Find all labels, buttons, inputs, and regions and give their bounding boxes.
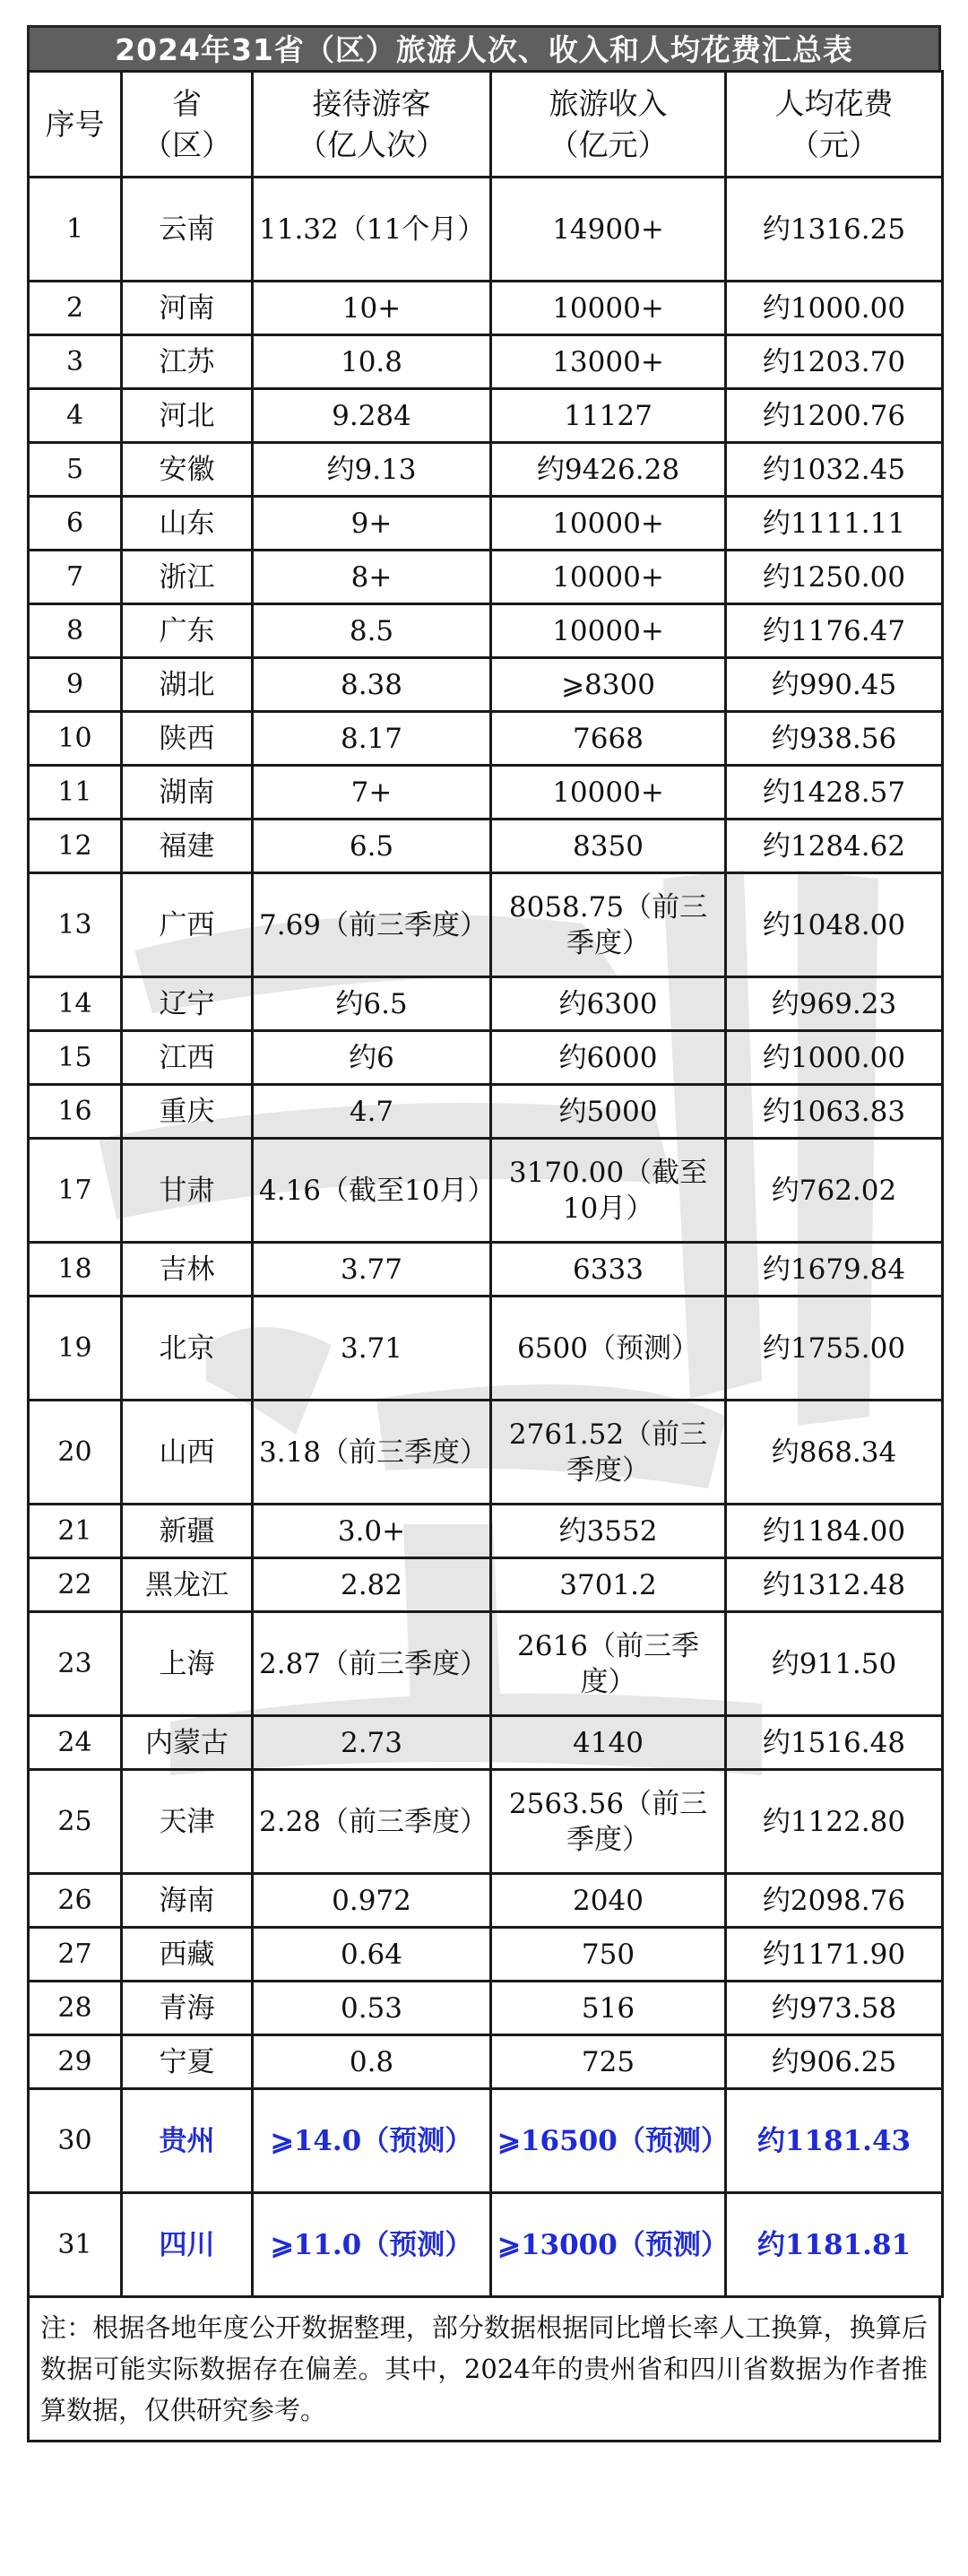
cell-visitors: ⩾11.0（预测） bbox=[253, 2193, 491, 2297]
header-cell-revenue: 旅游收入 （亿元） bbox=[491, 72, 726, 178]
table-title: 2024年31省（区）旅游人次、收入和人均花费汇总表 bbox=[27, 25, 941, 70]
cell-index: 15 bbox=[29, 1031, 122, 1085]
cell-province: 内蒙古 bbox=[122, 1716, 253, 1770]
table-row bbox=[29, 551, 943, 604]
cell-province: 福建 bbox=[122, 820, 253, 873]
cell-province: 湖南 bbox=[122, 766, 253, 820]
cell-visitors: 11.32（11个月） bbox=[253, 178, 491, 282]
cell-province: 陕西 bbox=[122, 712, 253, 766]
cell-index: 12 bbox=[29, 820, 122, 873]
cell-visitors: 3.77 bbox=[253, 1243, 491, 1297]
cell-spend: 约2098.76 bbox=[726, 1874, 943, 1928]
cell-province: 青海 bbox=[122, 1982, 253, 2035]
cell-spend: 约969.23 bbox=[726, 977, 943, 1031]
cell-revenue: 10000+ bbox=[491, 551, 726, 604]
cell-index: 3 bbox=[29, 335, 122, 389]
table-row bbox=[29, 1874, 943, 1928]
table-row bbox=[29, 1982, 943, 2035]
cell-visitors: 0.53 bbox=[253, 1982, 491, 2035]
cell-province: 重庆 bbox=[122, 1085, 253, 1139]
cell-visitors: 0.972 bbox=[253, 1874, 491, 1928]
cell-province: 江西 bbox=[122, 1031, 253, 1085]
cell-province: 海南 bbox=[122, 1874, 253, 1928]
cell-revenue: 2563.56（前三季度） bbox=[491, 1770, 726, 1874]
header-cell-province: 省 （区） bbox=[122, 72, 253, 178]
cell-index: 5 bbox=[29, 443, 122, 497]
table-row bbox=[29, 1612, 943, 1716]
table-row bbox=[29, 604, 943, 658]
cell-visitors: 约9.13 bbox=[253, 443, 491, 497]
table-row bbox=[29, 1770, 943, 1874]
cell-spend: 约1122.80 bbox=[726, 1770, 943, 1874]
cell-province: 四川 bbox=[122, 2193, 253, 2297]
cell-revenue: 约6300 bbox=[491, 977, 726, 1031]
cell-spend: 约1181.81 bbox=[726, 2193, 943, 2297]
table-row bbox=[29, 766, 943, 820]
cell-revenue: 3701.2 bbox=[491, 1558, 726, 1612]
cell-spend: 约1111.11 bbox=[726, 497, 943, 551]
cell-index: 16 bbox=[29, 1085, 122, 1139]
cell-revenue: 2616（前三季度） bbox=[491, 1612, 726, 1716]
cell-province: 河南 bbox=[122, 282, 253, 335]
cell-revenue: 8350 bbox=[491, 820, 726, 873]
cell-index: 24 bbox=[29, 1716, 122, 1770]
footnote: 注：根据各地年度公开数据整理，部分数据根据同比增长率人工换算，换算后数据可能实际数据存在偏差。其中，2024年的贵州省和四川省数据为作者推算数据，仅供研究参考。 bbox=[27, 2298, 941, 2442]
cell-visitors: 10+ bbox=[253, 282, 491, 335]
cell-spend: 约906.25 bbox=[726, 2035, 943, 2089]
cell-index: 4 bbox=[29, 389, 122, 443]
cell-spend: 约1516.48 bbox=[726, 1716, 943, 1770]
table-row bbox=[29, 2193, 943, 2297]
cell-spend: 约1000.00 bbox=[726, 1031, 943, 1085]
cell-spend: 约1312.48 bbox=[726, 1558, 943, 1612]
cell-province: 贵州 bbox=[122, 2089, 253, 2193]
cell-index: 8 bbox=[29, 604, 122, 658]
cell-province: 宁夏 bbox=[122, 2035, 253, 2089]
cell-spend: 约973.58 bbox=[726, 1982, 943, 2035]
cell-province: 新疆 bbox=[122, 1505, 253, 1558]
cell-index: 23 bbox=[29, 1612, 122, 1716]
cell-index: 13 bbox=[29, 873, 122, 977]
cell-index: 7 bbox=[29, 551, 122, 604]
cell-index: 18 bbox=[29, 1243, 122, 1297]
table-row bbox=[29, 1558, 943, 1612]
cell-visitors: 4.16（截至10月） bbox=[253, 1139, 491, 1243]
cell-spend: 约1284.62 bbox=[726, 820, 943, 873]
cell-revenue: 2761.52（前三季度） bbox=[491, 1401, 726, 1505]
cell-province: 西藏 bbox=[122, 1928, 253, 1982]
table-row bbox=[29, 873, 943, 977]
cell-index: 10 bbox=[29, 712, 122, 766]
summary-table-container bbox=[27, 25, 941, 2442]
cell-province: 北京 bbox=[122, 1297, 253, 1401]
cell-spend: 约1048.00 bbox=[726, 873, 943, 977]
cell-province: 湖北 bbox=[122, 658, 253, 712]
table-row bbox=[29, 1928, 943, 1982]
cell-revenue: 8058.75（前三季度） bbox=[491, 873, 726, 977]
cell-spend: 约1184.00 bbox=[726, 1505, 943, 1558]
cell-province: 广东 bbox=[122, 604, 253, 658]
cell-revenue: 10000+ bbox=[491, 497, 726, 551]
table-row bbox=[29, 658, 943, 712]
cell-index: 19 bbox=[29, 1297, 122, 1401]
cell-revenue: 6333 bbox=[491, 1243, 726, 1297]
cell-visitors: 4.7 bbox=[253, 1085, 491, 1139]
cell-province: 河北 bbox=[122, 389, 253, 443]
cell-visitors: 约6 bbox=[253, 1031, 491, 1085]
cell-revenue: ⩾8300 bbox=[491, 658, 726, 712]
cell-province: 云南 bbox=[122, 178, 253, 282]
cell-revenue: 11127 bbox=[491, 389, 726, 443]
cell-spend: 约1000.00 bbox=[726, 282, 943, 335]
cell-spend: 约1755.00 bbox=[726, 1297, 943, 1401]
cell-visitors: 9+ bbox=[253, 497, 491, 551]
cell-visitors: 8.17 bbox=[253, 712, 491, 766]
cell-visitors: 8.38 bbox=[253, 658, 491, 712]
cell-revenue: 725 bbox=[491, 2035, 726, 2089]
cell-spend: 约762.02 bbox=[726, 1139, 943, 1243]
cell-index: 14 bbox=[29, 977, 122, 1031]
cell-revenue: ⩾16500（预测） bbox=[491, 2089, 726, 2193]
cell-spend: 约1679.84 bbox=[726, 1243, 943, 1297]
table-row bbox=[29, 1401, 943, 1505]
cell-spend: 约1203.70 bbox=[726, 335, 943, 389]
cell-province: 安徽 bbox=[122, 443, 253, 497]
table-row bbox=[29, 178, 943, 282]
cell-revenue: 6500（预测） bbox=[491, 1297, 726, 1401]
cell-revenue: 3170.00（截至10月） bbox=[491, 1139, 726, 1243]
cell-visitors: 0.8 bbox=[253, 2035, 491, 2089]
cell-revenue: 750 bbox=[491, 1928, 726, 1982]
cell-visitors: 6.5 bbox=[253, 820, 491, 873]
cell-index: 1 bbox=[29, 178, 122, 282]
table-row bbox=[29, 1085, 943, 1139]
cell-revenue: 13000+ bbox=[491, 335, 726, 389]
cell-spend: 约911.50 bbox=[726, 1612, 943, 1716]
cell-revenue: 10000+ bbox=[491, 604, 726, 658]
cell-province: 天津 bbox=[122, 1770, 253, 1874]
table-row bbox=[29, 389, 943, 443]
cell-province: 甘肃 bbox=[122, 1139, 253, 1243]
table-row bbox=[29, 1243, 943, 1297]
cell-spend: 约990.45 bbox=[726, 658, 943, 712]
cell-index: 25 bbox=[29, 1770, 122, 1874]
cell-revenue: 10000+ bbox=[491, 766, 726, 820]
header-cell-spend: 人均花费 （元） bbox=[726, 72, 943, 178]
cell-revenue: 约5000 bbox=[491, 1085, 726, 1139]
cell-province: 浙江 bbox=[122, 551, 253, 604]
table-row bbox=[29, 820, 943, 873]
cell-spend: 约1032.45 bbox=[726, 443, 943, 497]
table-row bbox=[29, 2035, 943, 2089]
cell-province: 吉林 bbox=[122, 1243, 253, 1297]
cell-visitors: 3.71 bbox=[253, 1297, 491, 1401]
cell-index: 17 bbox=[29, 1139, 122, 1243]
table-row bbox=[29, 1297, 943, 1401]
table-row bbox=[29, 282, 943, 335]
cell-index: 27 bbox=[29, 1928, 122, 1982]
table-row bbox=[29, 977, 943, 1031]
cell-index: 20 bbox=[29, 1401, 122, 1505]
cell-visitors: 0.64 bbox=[253, 1928, 491, 1982]
table-row bbox=[29, 1716, 943, 1770]
cell-spend: 约1171.90 bbox=[726, 1928, 943, 1982]
cell-province: 黑龙江 bbox=[122, 1558, 253, 1612]
cell-visitors: 2.73 bbox=[253, 1716, 491, 1770]
cell-visitors: 2.28（前三季度） bbox=[253, 1770, 491, 1874]
table-row bbox=[29, 1505, 943, 1558]
cell-revenue: ⩾13000（预测） bbox=[491, 2193, 726, 2297]
cell-index: 31 bbox=[29, 2193, 122, 2297]
cell-index: 9 bbox=[29, 658, 122, 712]
cell-index: 29 bbox=[29, 2035, 122, 2089]
cell-spend: 约868.34 bbox=[726, 1401, 943, 1505]
table-body bbox=[29, 178, 943, 2297]
header-cell-visitors: 接待游客 （亿人次） bbox=[253, 72, 491, 178]
cell-visitors: 3.0+ bbox=[253, 1505, 491, 1558]
cell-spend: 约1316.25 bbox=[726, 178, 943, 282]
cell-visitors: 3.18（前三季度） bbox=[253, 1401, 491, 1505]
cell-index: 22 bbox=[29, 1558, 122, 1612]
cell-revenue: 516 bbox=[491, 1982, 726, 2035]
cell-visitors: 7.69（前三季度） bbox=[253, 873, 491, 977]
cell-index: 28 bbox=[29, 1982, 122, 2035]
header-cell-index: 序号 bbox=[29, 72, 122, 178]
cell-visitors: 7+ bbox=[253, 766, 491, 820]
cell-revenue: 4140 bbox=[491, 1716, 726, 1770]
cell-visitors: 约6.5 bbox=[253, 977, 491, 1031]
cell-visitors: 8.5 bbox=[253, 604, 491, 658]
cell-spend: 约1250.00 bbox=[726, 551, 943, 604]
cell-spend: 约1063.83 bbox=[726, 1085, 943, 1139]
cell-index: 30 bbox=[29, 2089, 122, 2193]
tourism-table bbox=[27, 70, 944, 2298]
table-row bbox=[29, 443, 943, 497]
cell-visitors: 2.82 bbox=[253, 1558, 491, 1612]
cell-revenue: 约3552 bbox=[491, 1505, 726, 1558]
cell-revenue: 约9426.28 bbox=[491, 443, 726, 497]
cell-spend: 约1428.57 bbox=[726, 766, 943, 820]
header-row bbox=[29, 72, 943, 178]
cell-province: 广西 bbox=[122, 873, 253, 977]
cell-spend: 约1176.47 bbox=[726, 604, 943, 658]
cell-revenue: 14900+ bbox=[491, 178, 726, 282]
cell-index: 21 bbox=[29, 1505, 122, 1558]
cell-revenue: 约6000 bbox=[491, 1031, 726, 1085]
cell-visitors: 2.87（前三季度） bbox=[253, 1612, 491, 1716]
cell-province: 山西 bbox=[122, 1401, 253, 1505]
cell-spend: 约938.56 bbox=[726, 712, 943, 766]
cell-revenue: 10000+ bbox=[491, 282, 726, 335]
cell-province: 山东 bbox=[122, 497, 253, 551]
cell-spend: 约1200.76 bbox=[726, 389, 943, 443]
cell-province: 辽宁 bbox=[122, 977, 253, 1031]
cell-visitors: 8+ bbox=[253, 551, 491, 604]
cell-visitors: 9.284 bbox=[253, 389, 491, 443]
cell-spend: 约1181.43 bbox=[726, 2089, 943, 2193]
table-row bbox=[29, 2089, 943, 2193]
table-row bbox=[29, 497, 943, 551]
cell-index: 2 bbox=[29, 282, 122, 335]
table-row bbox=[29, 335, 943, 389]
table-row bbox=[29, 712, 943, 766]
cell-revenue: 7668 bbox=[491, 712, 726, 766]
cell-visitors: ⩾14.0（预测） bbox=[253, 2089, 491, 2193]
cell-visitors: 10.8 bbox=[253, 335, 491, 389]
cell-index: 26 bbox=[29, 1874, 122, 1928]
cell-province: 江苏 bbox=[122, 335, 253, 389]
table-row bbox=[29, 1031, 943, 1085]
cell-province: 上海 bbox=[122, 1612, 253, 1716]
cell-index: 11 bbox=[29, 766, 122, 820]
cell-index: 6 bbox=[29, 497, 122, 551]
cell-revenue: 2040 bbox=[491, 1874, 726, 1928]
table-row bbox=[29, 1139, 943, 1243]
